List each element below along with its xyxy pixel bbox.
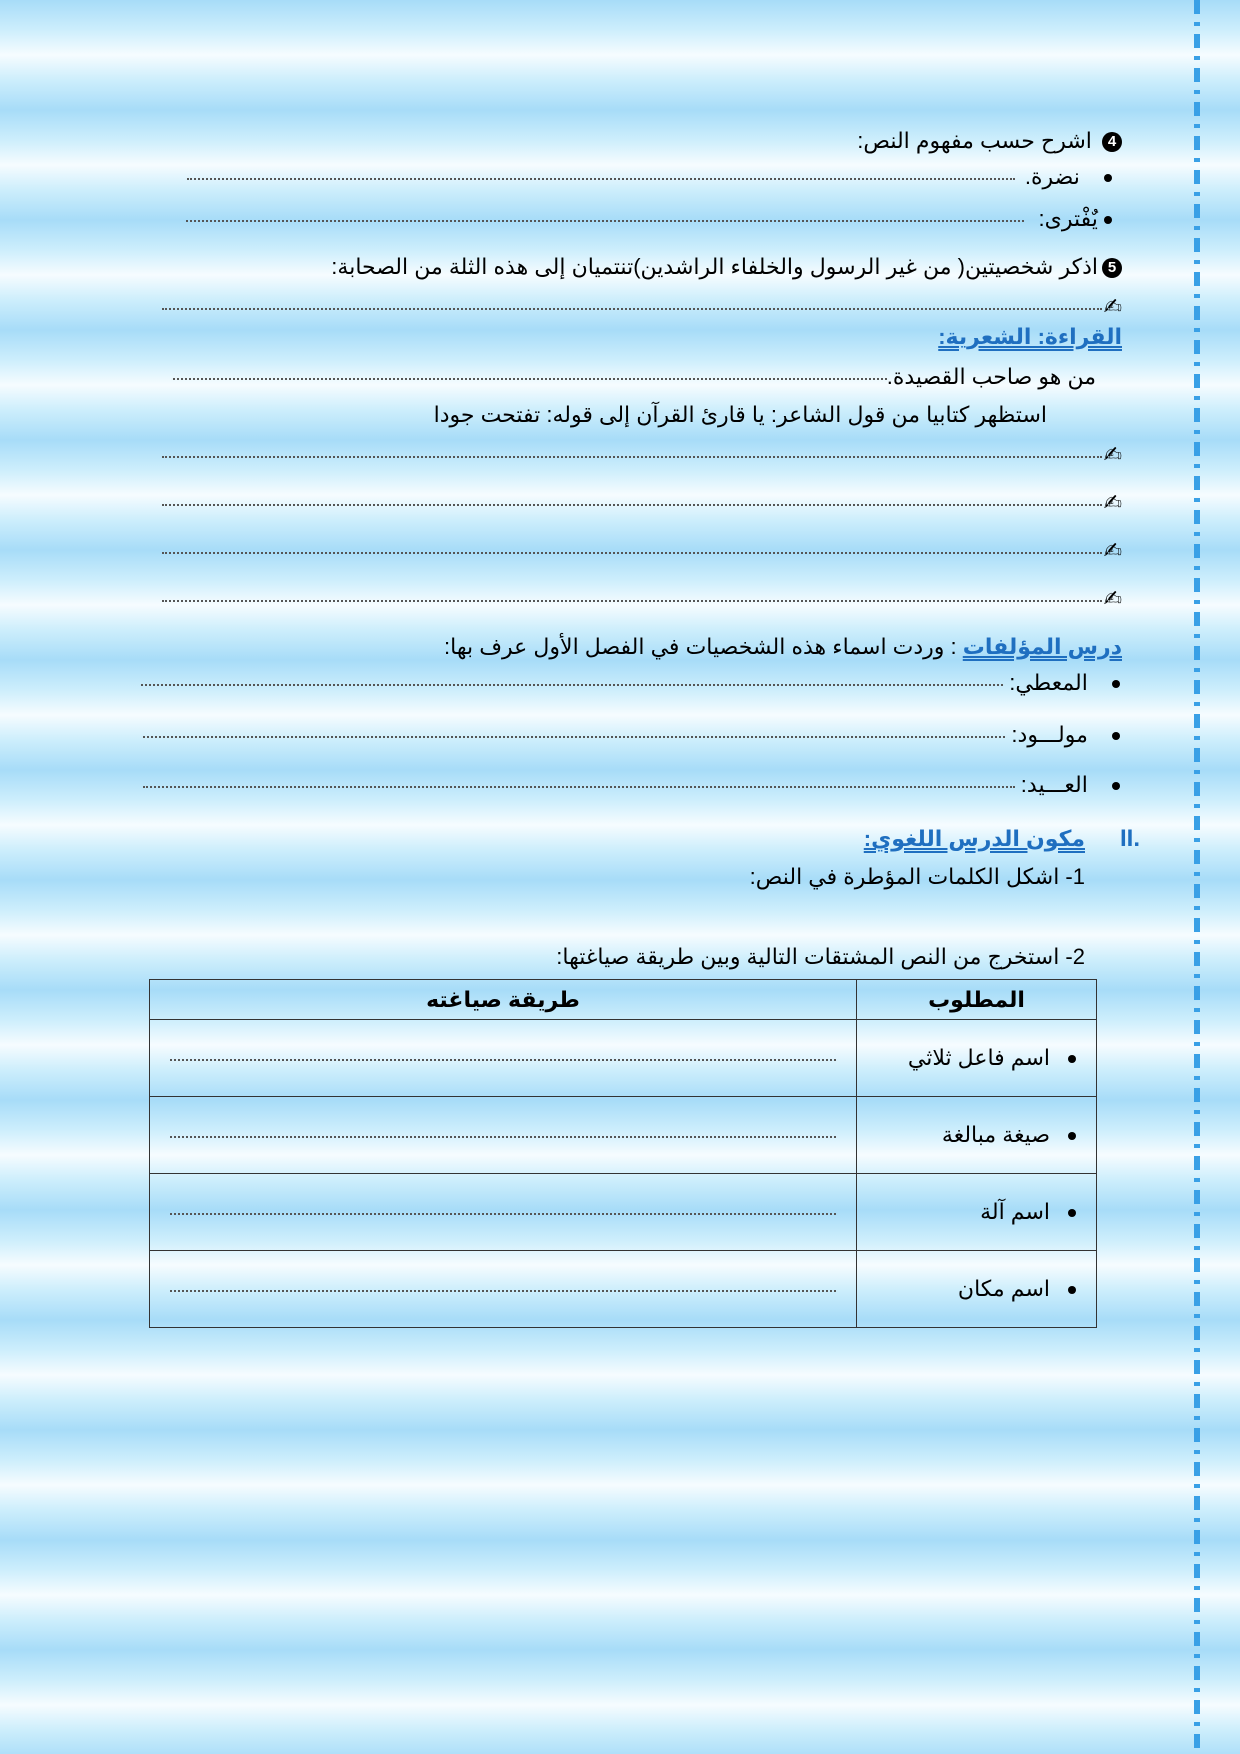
table-row xyxy=(150,1020,1097,1097)
answer-line[interactable] xyxy=(162,503,1102,506)
answer-line[interactable] xyxy=(162,455,1102,458)
pen-icon: ✍ xyxy=(1103,490,1122,515)
authors-item-2 xyxy=(143,720,1120,750)
q4-item-2-label: يٌفْترى: xyxy=(1038,206,1098,231)
section-2-number: II. xyxy=(1119,825,1140,852)
answer-line[interactable] xyxy=(162,599,1102,602)
answer-cell[interactable] xyxy=(150,1097,857,1174)
poetry-heading xyxy=(938,322,1122,352)
answer-line[interactable] xyxy=(170,1135,836,1138)
answer-line[interactable] xyxy=(170,1212,836,1215)
required-label: اسم مكان xyxy=(957,1276,1050,1301)
bullet-icon xyxy=(1112,680,1120,688)
poetry-q1-text: من هو صاحب القصيدة. xyxy=(886,364,1096,389)
section-2-q2-text: 2- استخرج من النص المشتقات التالية وبين طريقة صياغتها: xyxy=(556,944,1085,969)
pen-icon: ✍ xyxy=(1103,442,1122,467)
section-2-heading xyxy=(864,824,1085,854)
authors-heading-text: درس المؤلفات xyxy=(962,634,1122,659)
answer-line[interactable] xyxy=(173,377,887,380)
bullet-icon xyxy=(1112,782,1120,790)
required-cell xyxy=(857,1174,1097,1251)
section-2-q1-text: 1- اشكل الكلمات المؤطرة في النص: xyxy=(749,864,1085,889)
derivatives-table xyxy=(149,979,1097,1328)
poetry-answer-3 xyxy=(162,536,1122,566)
authors-item-1-label: المعطي: xyxy=(1009,670,1088,695)
required-cell xyxy=(857,1020,1097,1097)
number-4-icon: 4 xyxy=(1102,132,1122,152)
answer-line[interactable] xyxy=(170,1289,836,1292)
pen-icon: ✍ xyxy=(1103,586,1122,611)
question-4-text: اشرح حسب مفهوم النص: xyxy=(857,128,1092,153)
answer-cell[interactable] xyxy=(150,1174,857,1251)
answer-cell[interactable] xyxy=(150,1251,857,1328)
header-required: المطلوب xyxy=(857,980,1097,1020)
answer-line[interactable] xyxy=(143,785,1015,788)
poetry-answer-1 xyxy=(162,440,1122,470)
answer-line[interactable] xyxy=(141,683,1003,686)
table-row xyxy=(150,1097,1097,1174)
bullet-icon xyxy=(1068,1286,1076,1294)
poetry-q2-text: استظهر كتابيا من قول الشاعر: يا قارئ القرآن إلى قوله: تفتحت جودا xyxy=(433,402,1047,427)
q4-item-2 xyxy=(186,204,1112,234)
table-row xyxy=(150,1251,1097,1328)
required-label: صيغة مبالغة xyxy=(941,1122,1050,1147)
header-method: طريقة صياغته xyxy=(150,980,857,1020)
number-5-icon: 5 xyxy=(1102,258,1122,278)
required-label: اسم آلة xyxy=(980,1199,1050,1224)
question-5-text: اذكر شخصيتين( من غير الرسول والخلفاء الراشدين)تنتميان إلى هذه الثلة من الصحابة: xyxy=(331,254,1098,279)
bullet-icon xyxy=(1104,216,1112,224)
bullet-icon xyxy=(1068,1055,1076,1063)
bullet-icon xyxy=(1068,1132,1076,1140)
answer-line[interactable] xyxy=(187,177,1015,180)
poetry-q2 xyxy=(434,400,1047,430)
poetry-heading-text: القراءة: الشعرية: xyxy=(938,324,1122,349)
section-2-q1 xyxy=(750,862,1085,892)
authors-item-3-label: العـــيد: xyxy=(1020,772,1088,797)
poetry-answer-2 xyxy=(162,488,1122,518)
authors-item-1 xyxy=(141,668,1120,698)
answer-line[interactable] xyxy=(170,1058,836,1061)
answer-line[interactable] xyxy=(162,307,1102,310)
answer-line[interactable] xyxy=(143,735,1005,738)
answer-cell[interactable] xyxy=(150,1020,857,1097)
q4-item-1-label: نضرة. xyxy=(1024,164,1080,189)
authors-heading xyxy=(444,632,1122,662)
question-5 xyxy=(331,252,1122,282)
pen-icon: ✍ xyxy=(1103,294,1122,319)
question-4 xyxy=(857,126,1122,156)
poetry-q1 xyxy=(173,362,1096,392)
answer-line[interactable] xyxy=(162,551,1102,554)
section-2-heading-text: مكون الدرس اللغوي: xyxy=(863,826,1085,851)
authors-item-3 xyxy=(143,770,1120,800)
table-header-row xyxy=(150,980,1097,1020)
section-2-q2 xyxy=(556,942,1085,972)
bullet-icon xyxy=(1068,1209,1076,1217)
required-cell xyxy=(857,1251,1097,1328)
required-cell xyxy=(857,1097,1097,1174)
bullet-icon xyxy=(1112,732,1120,740)
q5-answer xyxy=(162,292,1122,322)
required-label: اسم فاعل ثلاثي xyxy=(907,1045,1050,1070)
q4-item-1 xyxy=(187,162,1112,192)
authors-text: : وردت اسماء هذه الشخصيات في الفصل الأول عرف بها: xyxy=(444,634,963,659)
poetry-answer-4 xyxy=(162,584,1122,614)
table-row xyxy=(150,1174,1097,1251)
answer-line[interactable] xyxy=(186,219,1024,222)
bullet-icon xyxy=(1104,174,1112,182)
authors-item-2-label: مولـــود: xyxy=(1011,722,1088,747)
pen-icon: ✍ xyxy=(1103,538,1122,563)
